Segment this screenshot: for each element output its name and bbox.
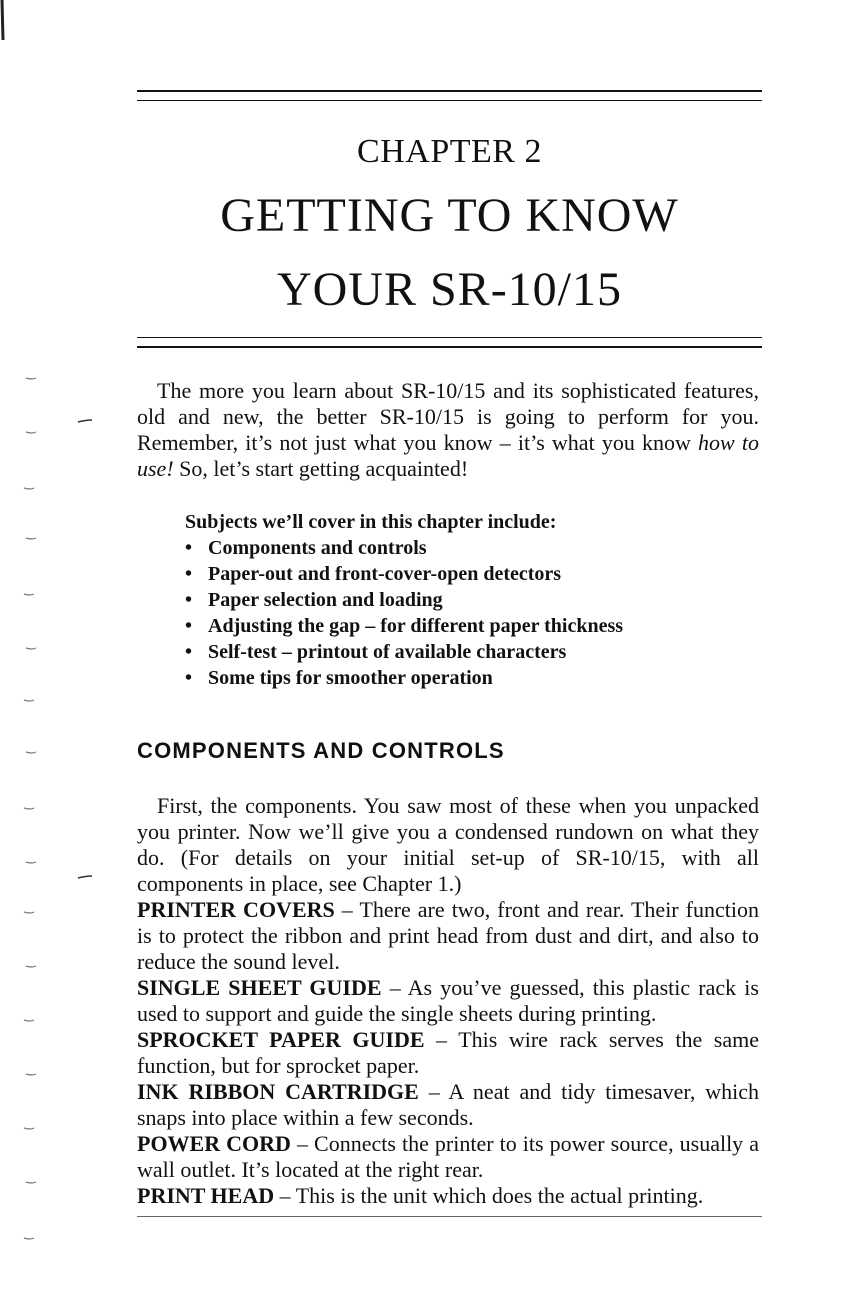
component-entry (137, 897, 759, 975)
component-term: SINGLE SHEET GUIDE (137, 975, 382, 1000)
component-term: SPROCKET PAPER GUIDE (137, 1027, 425, 1052)
component-desc: – Connects the printer to its power source, usually a wall outlet. It’s located at the right rear. (137, 1131, 759, 1182)
chapter-title-line-1: GETTING TO KNOW (220, 189, 679, 242)
bottom-rule (137, 1216, 762, 1217)
subjects-list (185, 535, 745, 691)
bullet-icon: • (185, 563, 193, 585)
component-desc: – A neat and tidy timesaver, which snaps into place within a few seconds. (137, 1079, 759, 1130)
component-entry (137, 1027, 759, 1079)
component-entry (137, 1183, 759, 1209)
top-rule-thin (137, 100, 762, 101)
list-item: • Paper-out and front-cover-open detectors (185, 563, 562, 585)
component-term: POWER CORD (137, 1131, 291, 1156)
list-item: • Paper selection and loading (185, 589, 443, 611)
component-desc: – As you’ve guessed, this plastic rack is used to support and guide the single sheets during printing. (137, 975, 759, 1026)
component-term: INK RIBBON CARTRIDGE (137, 1079, 419, 1104)
component-entry (137, 975, 759, 1027)
subjects-list-block (185, 509, 745, 691)
list-item: • Self-test – printout of available characters (185, 641, 567, 663)
chapter-title-line-2: YOUR SR-10/15 (276, 263, 623, 316)
components-intro: First, the components. You saw most of these when you unpacked you printer. Now we’ll give you a condensed rundown on what they do. (For details on your initial set-up of SR-10/15, with all components in place, see Chapter 1.) (137, 793, 759, 896)
list-item: • Adjusting the gap – for different paper thickness (185, 615, 624, 637)
component-entry (137, 1079, 759, 1131)
component-desc: – There are two, front and rear. Their function is to protect the ribbon and print head from dust and dirt, and also to reduce the sound level. (137, 897, 759, 974)
bullet-icon: • (185, 667, 193, 689)
component-term: PRINT HEAD (137, 1183, 275, 1208)
section-heading: COMPONENTS AND CONTROLS (137, 738, 505, 763)
title-rule-thick (137, 346, 762, 348)
scan-margin-marks (0, 0, 120, 1290)
component-desc: – This is the unit which does the actual printing. (274, 1183, 704, 1208)
list-item: • Components and controls (185, 537, 427, 559)
subjects-heading: Subjects we’ll cover in this chapter include: (185, 511, 557, 533)
intro-italic: how to use! (137, 430, 759, 481)
bullet-icon: • (185, 615, 193, 637)
title-rule-thin (137, 337, 762, 338)
components-text (137, 793, 759, 1209)
intro-paragraph (137, 378, 759, 482)
list-item: • Some tips for smoother operation (185, 667, 493, 689)
bullet-icon: • (185, 589, 193, 611)
top-rule-thick (137, 90, 762, 92)
bullet-icon: • (185, 641, 193, 663)
intro-text-end: So, let’s start getting acquainted! (173, 456, 469, 481)
bullet-icon: • (185, 537, 193, 559)
component-desc: – This wire rack serves the same function, but for sprocket paper. (137, 1027, 759, 1078)
intro-text-start: The more you learn about SR-10/15 and its sophisticated features, old and new, the better SR-10/15 is going to perform for you. Remember, it’s not just what you know – it’s what you know (137, 378, 759, 455)
chapter-label: CHAPTER 2 (357, 133, 542, 170)
component-entry (137, 1131, 759, 1183)
component-term: PRINTER COVERS (137, 897, 335, 922)
